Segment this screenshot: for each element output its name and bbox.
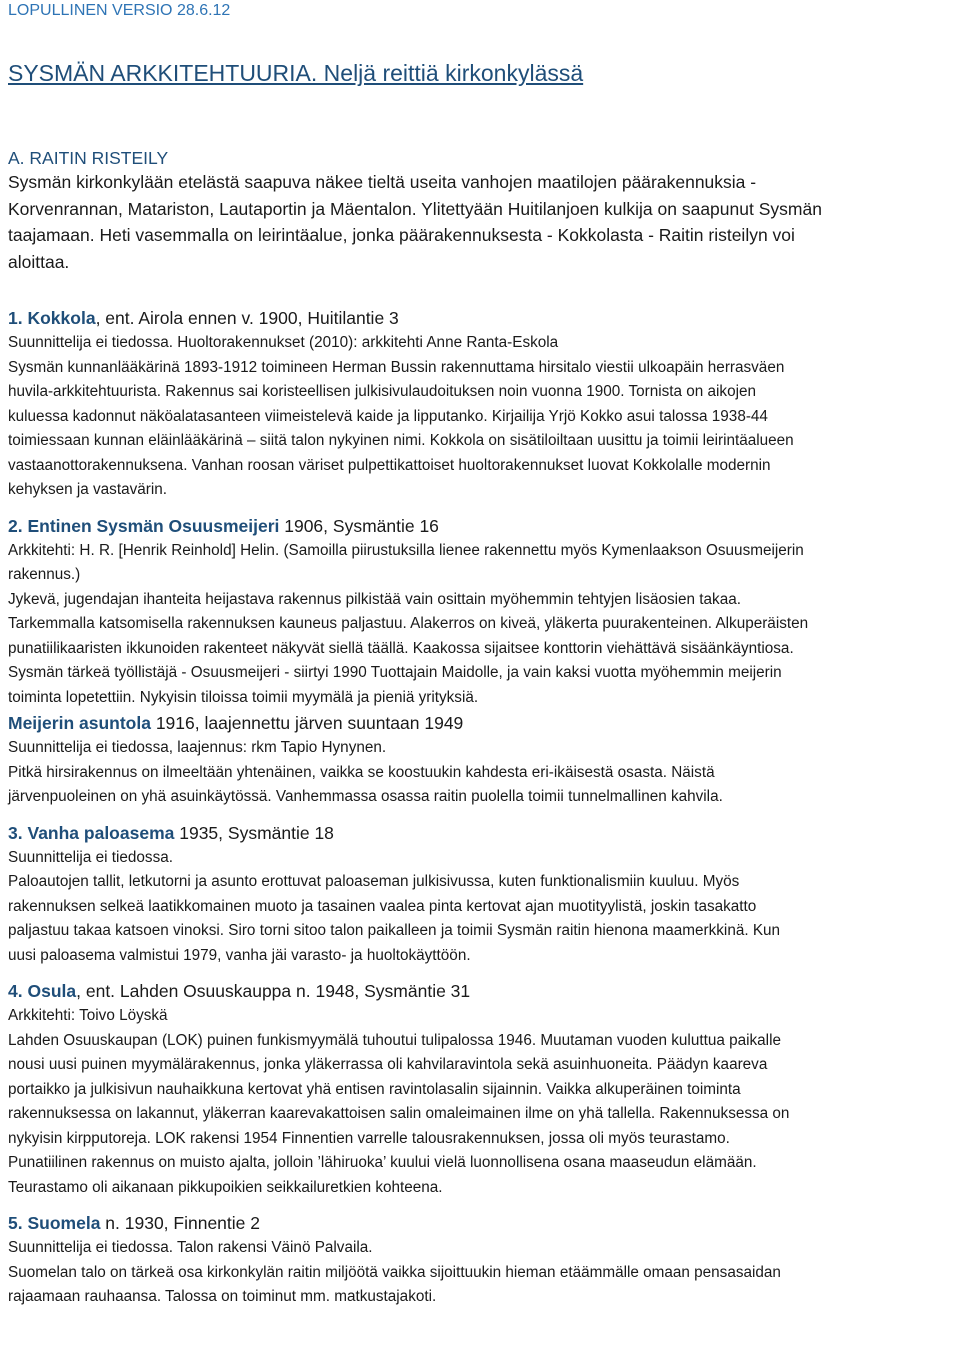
entry-line: kehyksen ja vastavärin. — [8, 481, 167, 498]
entry-line: Lahden Osuuskaupan (LOK) puinen funkismyymälä tuhoutui tulipalossa 1946. Muutaman vuoden kuluttua paikalle — [8, 1031, 781, 1049]
spacer — [8, 503, 952, 513]
version-label: LOPULLINEN VERSIO 28.6.12 — [8, 2, 231, 19]
entry-line: Jykevä, jugendajan ihanteita heijastava rakennus pilkistää vain osittain myöhemmin tehtyjen lisäosien takaa. — [8, 590, 741, 608]
entry-line: Teurastamo oli aikanaan pikkupoikien seikkailuretkien kohteena. — [8, 1178, 443, 1196]
entry-line: Arkkitehti: Toivo Löyskä — [8, 1007, 168, 1024]
entry-number: 5. — [8, 1213, 23, 1233]
entry-line: Paloautojen tallit, letkutorni ja asunto erottuvat paloaseman julkisivussa, kuten funktionalismiin kuuluu. Myös — [8, 873, 740, 890]
entry-line: rakennus.) — [8, 566, 81, 583]
entries-list — [8, 305, 952, 1310]
entry-heading — [8, 820, 952, 846]
section-a-line: taajamaan. Heti vasemmalla on leirintäalue, jonka päärakennuksesta - Kokkolasta - Raitin risteilyn voi — [8, 225, 795, 245]
entry-name: Vanha paloasema — [27, 822, 175, 843]
entry-line: rakennuksen selkeä laatikkomainen muoto ja tasainen vaalea pinta kertovat ajan muotityylistä, joskin tasakatto — [8, 897, 757, 915]
entry-line: portaikko ja julkisivun nauhaikkuna kertovat yhä entisen ravintolasalin sijainnin. Vaikka alkuperäinen toiminta — [8, 1080, 741, 1098]
entry-details: , ent. Airola ennen v. 1900, Huitilantie 3 — [95, 308, 399, 328]
sub-entry-details: 1916, laajennettu järven suuntaan 1949 — [150, 713, 464, 733]
entry-heading — [8, 513, 952, 539]
entry-name: Suomela — [27, 1213, 101, 1233]
sub-entry-name: Meijerin asuntola — [8, 713, 151, 733]
entry-name: Osula — [27, 981, 77, 1001]
entry-heading — [8, 978, 952, 1004]
entry-line: punatiilikaaristen ikkunoiden rakenteet näkyvät siellä täällä. Kaakossa sijaitsee konttorin viehättävä sisäänkäyntiosa. — [8, 639, 794, 657]
spacer — [8, 1200, 952, 1210]
entry-line: järvenpuoleinen on yhä asuinkäytössä. Vanhemmassa osassa raitin puolella toimii tunnelmallinen kahvila. — [8, 788, 723, 805]
sub-entry-heading — [8, 710, 952, 736]
entry-paloasema — [8, 820, 952, 969]
entry-line: nykyisin kirpputoreja. LOK rakensi 1954 Finnentien varrelle talousrakennuksen, jossa oli myös teurastamo. — [8, 1129, 730, 1147]
entry-heading — [8, 305, 952, 331]
entry-line: Sysmän kunnanlääkärinä 1893-1912 toimineen Herman Bussin rakennuttama hirsitalo viestii ulkoapäin herrasväen — [8, 358, 785, 376]
entry-line: kuluessa kadonnut näköalatasanteen viimeistelevä kaide ja lipputanko. Kirjailija Yrjö Kokko asui talossa 1938-44 — [8, 407, 768, 425]
entry-line: nousi uusi puinen myymälärakennus, jonka yläkerrassa oli kahvilaravintola sekä asuinhuoneita. Päädyn kaareva — [8, 1056, 768, 1073]
section-a-line: Korvenrannan, Matariston, Lautaportin ja Mäentalon. Ylitettyään Huitilanjoen kulkija on saapunut Sysmän — [8, 198, 822, 219]
entry-line: Arkkitehti: H. R. [Henrik Reinhold] Helin. (Samoilla piirustuksilla lienee rakennettu myös Kymenlaakson Osuusmeijerin — [8, 541, 804, 559]
entry-line: Suunnittelija ei tiedossa, laajennus: rkm Tapio Hynynen. — [8, 739, 387, 756]
entry-line: uusi paloasema valmistui 1979, vanha jäi varasto- ja huoltokäyttöön. — [8, 946, 471, 964]
entry-name: Kokkola — [27, 308, 96, 328]
entry-line: Punatiilinen rakennus on muisto ajalta, jolloin ’lähiruoka’ kuului vielä luonnollisena osana maaseudun elämään. — [8, 1154, 757, 1171]
page-title: SYSMÄN ARKKITEHTUURIA. Neljä reittiä kirkonkylässä — [8, 60, 584, 86]
entry-kokkola — [8, 305, 952, 503]
entry-suomela — [8, 1210, 952, 1310]
entry-number: 2. — [8, 515, 23, 536]
section-a-line: Sysmän kirkonkylään etelästä saapuva näkee tieltä useita vanhojen maatilojen päärakennuksia - — [8, 172, 757, 192]
entry-line: Tarkemmalla katsomisella rakennuksen kauneus paljastuu. Alakerros on kiveä, yläkerta puurakenteinen. Alkuperäisten — [8, 615, 809, 632]
entry-line: Suunnittelija ei tiedossa. Talon rakensi Väinö Palvaila. — [8, 1239, 373, 1256]
entry-line: Sysmän tärkeä työllistäjä - Osuusmeijeri - siirtyi 1990 Tuottajain Maidolle, ja vain kaksi vuotta myöhemmin meijerin — [8, 664, 782, 681]
entry-name: Entinen Sysmän Osuusmeijeri — [27, 515, 280, 536]
entry-line: huvila-arkkitehtuurista. Rakennus sai koristeellisen julkisivulaudoituksen noin vuonna 1900. Tornista on aikojen — [8, 383, 757, 400]
entry-line: toiminta lopetettiin. Nykyisin tiloissa toimii myymälä ja pieniä yrityksiä. — [8, 688, 479, 706]
entry-line: rakennuksessa on lakannut, yläkerran kaarevakattoisen salin omaleimainen ilme on yhä tallella. Rakennuksessa on — [8, 1105, 790, 1122]
entry-line: toimiessaan kunnan eläinlääkärinä – siitä talon nykyinen nimi. Kokkola on sisätiloiltaan uusittu ja toimii leirintäalueen — [8, 432, 794, 449]
entry-line: Pitkä hirsirakennus on ilmeeltään yhtenäinen, vaikka se koostuukin kahdesta eri-ikäisestä osasta. Näistä — [8, 763, 715, 781]
entry-line: Suomelan talo on tärkeä osa kirkonkylän raitin miljöötä vaikka sijoittuukin hieman etäämmälle omaan pensasaidan — [8, 1263, 781, 1281]
entry-line: Suunnittelija ei tiedossa. Huoltorakennukset (2010): arkkitehti Anne Ranta-Eskola — [8, 334, 559, 351]
entry-line: rajaamaan rauhaansa. Talossa on toiminut mm. matkustajakoti. — [8, 1288, 437, 1305]
section-a-heading: A. RAITIN RISTEILY — [8, 148, 169, 168]
entry-number: 1. — [8, 308, 23, 328]
entry-line: vastaanottorakennuksena. Vanhan roosan väriset pulpettikattoiset huoltorakennukset luovat Kokkolalle modernin — [8, 456, 771, 474]
entry-details: 1935, Sysmäntie 18 — [174, 822, 334, 843]
section-a — [8, 147, 952, 275]
spacer — [8, 810, 952, 820]
entry-osuusmeijeri — [8, 513, 952, 810]
entry-details: n. 1930, Finnentie 2 — [100, 1213, 260, 1233]
entry-line: paljastuu takaa katsoen vinoksi. Siro torni sitoo talon paikalleen ja toimii Sysmän raitin hienona maamerkkinä. Kun — [8, 922, 781, 939]
entry-heading — [8, 1210, 952, 1236]
entry-number: 4. — [8, 981, 23, 1001]
entry-line: Suunnittelija ei tiedossa. — [8, 848, 173, 866]
entry-osula — [8, 978, 952, 1200]
spacer — [8, 968, 952, 978]
entry-number: 3. — [8, 822, 23, 843]
entry-details: 1906, Sysmäntie 16 — [279, 515, 439, 536]
entry-details: , ent. Lahden Osuuskauppa n. 1948, Sysmäntie 31 — [76, 981, 471, 1001]
section-a-line: aloittaa. — [8, 251, 70, 272]
